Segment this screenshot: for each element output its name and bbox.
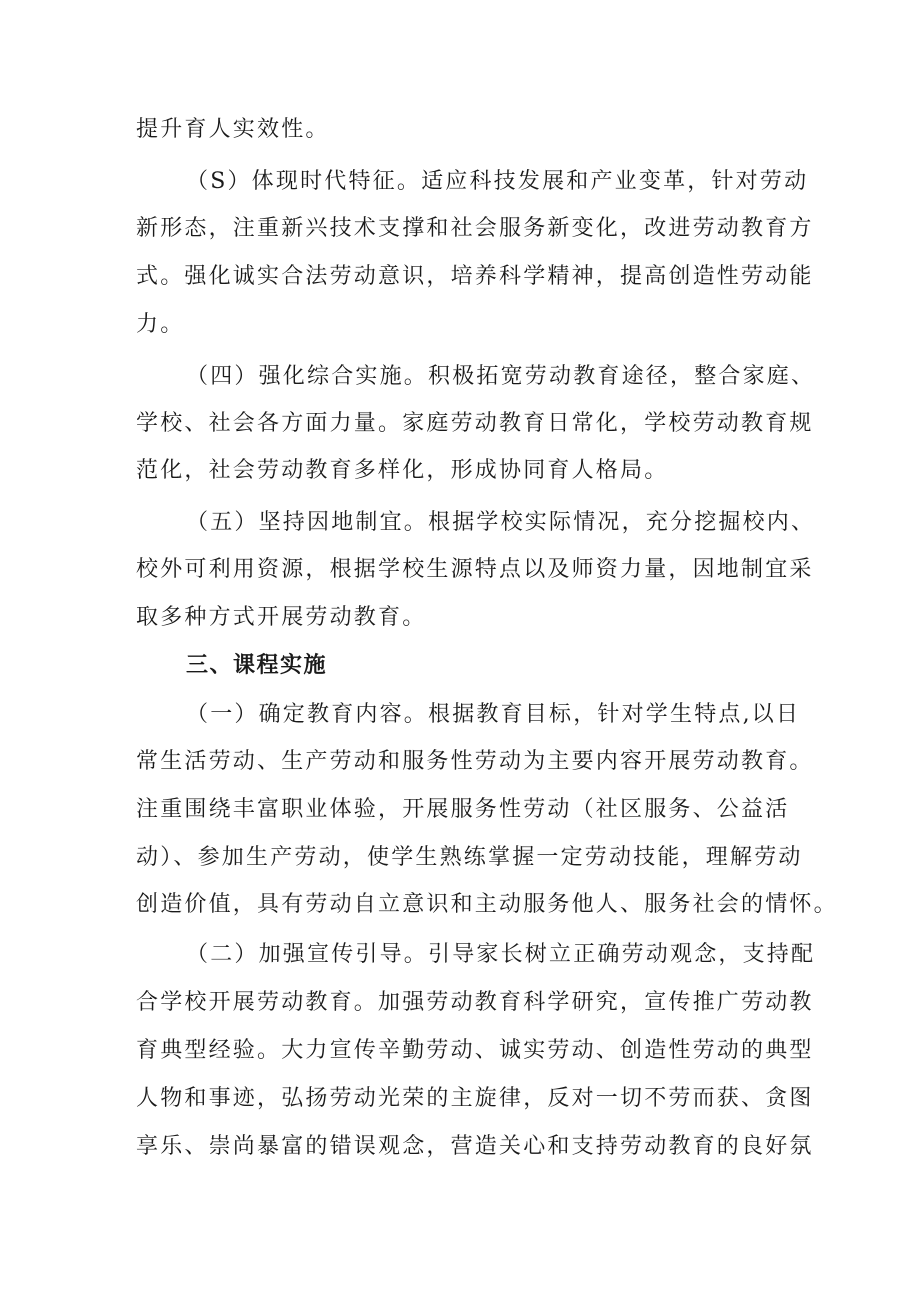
text-line: 人物和事迹，弘扬劳动光荣的主旋律，反对一切不劳而获、贪图: [136, 1086, 814, 1111]
text-line: （四）强化综合实施。积极拓宽劳动教育途径，整合家庭、: [186, 364, 816, 389]
text-line: （一）确定教育内容。根据教育目标，针对学生特点,以日: [186, 702, 801, 727]
text-line: 新形态，注重新兴技术支撑和社会服务新变化，改进劳动教育方: [136, 216, 814, 241]
text-line: （S）体现时代特征。适应科技发展和产业变革，针对劳动: [186, 169, 809, 194]
text-line: 合学校开展劳动教育。加强劳动教育科学研究，宣传推广劳动教: [136, 990, 814, 1015]
text-line: 取多种方式开展劳动教育。: [136, 605, 427, 630]
text-line: 创造价值，具有劳动自立意识和主动服务他人、服务社会的情怀。: [136, 892, 838, 917]
text-line: 提升育人实效性。: [136, 117, 330, 142]
section-heading: 三、课程实施: [186, 653, 328, 678]
text-line: 式。强化诚实合法劳动意识，培养科学精神，提高创造性劳动能: [136, 264, 814, 289]
text-line: 动）、参加生产劳动，使学生熟练掌握一定劳动技能，理解劳动: [136, 845, 803, 870]
text-line: 学校、社会各方面力量。家庭劳动教育日常化，学校劳动教育规: [136, 411, 814, 436]
text-line: 享乐、崇尚暴富的错误观念，营造关心和支持劳动教育的良好氛: [136, 1134, 814, 1159]
text-line: 力。: [136, 312, 185, 337]
text-line: （五）坚持因地制宜。根据学校实际情况，充分挖掘校内、: [186, 510, 816, 535]
text-line: （二）加强宣传引导。引导家长树立正确劳动观念，支持配: [186, 942, 816, 967]
text-line: 常生活劳动、生产劳动和服务性劳动为主要内容开展劳动教育。: [136, 749, 814, 774]
text-line: 育典型经验。大力宣传辛勤劳动、诚实劳动、创造性劳动的典型: [136, 1038, 814, 1063]
text-line: 注重围绕丰富职业体验，开展服务性劳动（社区服务、公益活: [136, 797, 790, 822]
text-line: 校外可利用资源，根据学校生源特点以及师资力量，因地制宜采: [136, 557, 814, 582]
text-line: 范化，社会劳动教育多样化，形成协同育人格局。: [136, 458, 669, 483]
